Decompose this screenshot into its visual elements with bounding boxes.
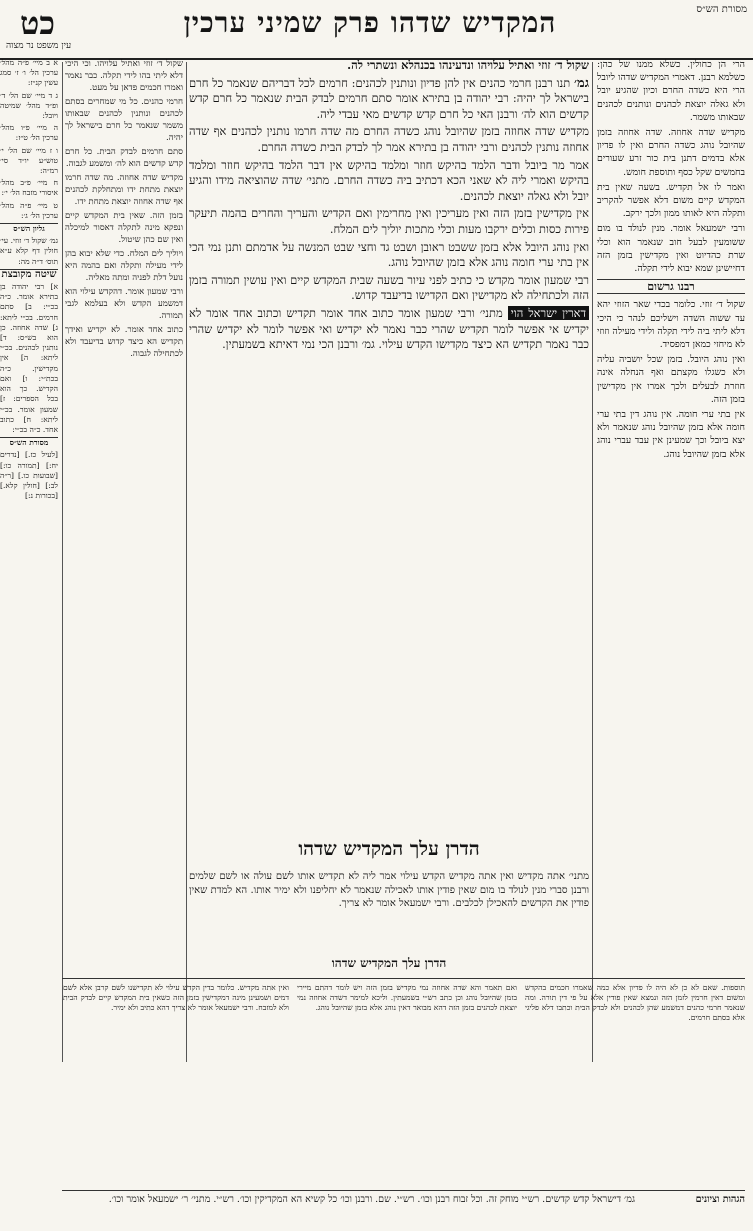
commentary-paragraph: מקדיש שדה אחוזה. שדה אחוזה בזמן שהיובל נוהג כשדה החרם ואין לו פדיון אלא בדמים דתנן בית כור זרע שעורים בחמשים שקל כסף ותוספת חומש.	[597, 127, 745, 178]
column-divider	[592, 62, 593, 1062]
footer-column: תוספות. שאם לא כן לא היה לו פדיון אלא כמה שאמרו חכמים בהקדש ומשום דאין חרמין לזמן הזה ונמצא שאין פודין אלא על פי דין תורה. ומה שנאמר חרמי כהנים דמשמע שהן לכהנים ולא לבדק הבית וכתבו דלא פליגי אלא בסתם חרמים.	[525, 983, 745, 1022]
reference-entry: ו ז מיי׳ שם הל׳ י׳ טוש״ע יו״ד סי׳ רמ״ה:	[0, 145, 58, 176]
highlighted-phrase: דארין ישראל הוי	[508, 306, 589, 320]
reference-entry: גמ׳ שקול ד׳ זוזי. עי׳ חולין דף קלא ע״א תוס׳ ד״ה מה:	[0, 236, 58, 266]
reference-entry: ה מיי׳ פ״ו מהל׳ ערכין הל׳ ט״ז:	[0, 123, 58, 143]
masoret-heading: מסורת הש״ס	[0, 437, 58, 448]
rashi-paragraph: ויוליך לים המלח. כדי שלא יבוא בהן לידי מעילה ותקלה ואם בהמה היא נועל דלת לפניה ומתה מאליה.	[65, 249, 183, 283]
rashi-paragraph: ורבי שמעון אומר. דהקדש עילוי הוא דמשמע הקדש ולא בעלמא לגבי תמורה.	[65, 287, 183, 321]
gemara-paragraph: אין מקדישין בזמן הזה ואין מעריכין ואין מחרימין ואם הקדיש והעריך והחרים בהמה תיעקר פירות כסות וכלים ירקבו מעות וכלי מתכות יוליך לים המלח.	[189, 206, 589, 236]
rashi-paragraph: מקדיש שדה אחוזה. מה שדה חרמו יוצאת מתחת ידו ומתחלקת לכהנים אף שדה אחוזה יוצאת מתחת ידו.	[65, 173, 183, 207]
page-header	[0, 0, 753, 60]
footer-commentary	[62, 978, 745, 1184]
mishnah-block: מתני׳ אתה מקדיש ואין אתה מקדיש הקדש עילוי אמר ליה לא תקדיש אותו לשם עולה או לשם שלמים ורבנן סברי מנין לנולד בו מום שאין פודין אותו לאכילה שנאמר לא יחליפנו ולא ימיר אותו. הא למדת שאין פודין את הקדשים להאכילן לכלבים. ורבי ישמעאל אומר לא צריך.	[189, 871, 589, 910]
gemara-paragraph: רבי שמעון אומר מקדש כי כתיב לפני עיור בשעה שבית המקדש קיים ואין עושין תמורה בזמן הזה ולכתחילה לא מקדישין ואם הקדישו בדיעבד קדוש.	[189, 272, 589, 303]
hagahot-text: גמ׳ דישראל קדש קדשים. רש״י מוחק זה. וכל זבוח רבנן וכו׳. רש״י. שם. ורבנן וכו׳ כל קשיא הא המקדיקין וכו׳. רש״י. מתני׳ ר׳ ישמעאל אומר וכו׳.	[108, 1194, 635, 1205]
commentary-paragraph: ואין נוהג היובל. בזמן שכל יושביה עליה ולא כשגלו מקצתם ואף הנחלה אינה חוזרת לבעלים ולכך אמרו אין מקדישין בזמן הזה.	[597, 354, 745, 405]
gemara-paragraph	[189, 76, 589, 123]
reference-entry: א] רבי יהודה בן בתירא אומר. כ״ה בכ״י: ב] סתם חרמים. בכ״י ליתא: ג] שדה אחוזה. כן הוא בש״ס: ד] נותנין לכהנים. בכ״י ליתא: ה] אין מקדישין. כ״ה בכת״י: ו] ואם הקדיש. כך הוא בכל הספרים: ז] שמעון אומר. בכ״י ליתא: ח] כתוב אחד. כ״ה בכ״י:	[0, 282, 58, 434]
ein-mishpat-label: עין משפט נר מצוה	[6, 41, 72, 51]
gemara-column	[189, 58, 589, 828]
footer-column: ואין אתה מקדיש. כלומר בדין הקדש עילוי לא תקדישנו לשם קרבן אלא לשם דמים ושמעינן מינה דמקדישין בזמן הזה כשאין בית המקדש קיים לבדק הבית ולא למזבח. ורבי ישמעאל אומר לא צריך דהא כתיב ולא ימיר.	[63, 983, 289, 1012]
gemara-text: תנו רבנן חרמי כהנים אין להן פדיון ונותנין לכהנים: חרמים לכל דבריהם שנאמר כל חרם בישראל לך יהיה: רבי יהודה בן בתירא אומר סתם חרמים לבדק הבית שנאמר כל חרם קדש קדשים הוא לה׳ ורבנן האי כל חרם קדש קדשים מאי עבדי ליה.	[189, 75, 589, 121]
commentary-column-right	[597, 58, 745, 1068]
hadran-subtitle: הדרן עלך המקדיש שדהו	[331, 956, 447, 970]
gemara-paragraph: מקדיש שדה אחוזה בזמן שהיובל נוהג כשדה החרם מה שדה חרמו נותנין לכהנים אף שדה אחוזה נותנין לכהנים ורבי יהודה בן בתירא אמר לך לבדק הבית כשדה החרם.	[189, 124, 589, 154]
commentary-paragraph: ורבי ישמעאל אומר. מנין לנולד בו מום ששומעין לבעל חוב שנאמר הוא וכלי שרת כהדיוט ואין מקדישין בזמן הזה דחיישינן שמא יבוא לידי תקלה.	[597, 223, 745, 275]
column-divider	[186, 62, 187, 1062]
rashi-column	[65, 58, 183, 1068]
footer-column: ואם תאמר והא שדה אחוזה נמי מקדיש בזמן הזה ויש לומר דהתם מיירי בזמן שהיובל נוהג וכן כתב רש״י בשמעתין. וליכא למימר דשדה אחוזה נמי יוצאת לכהנים בזמן הזה דהא מבואר דאין נוהג אלא בזמן שהיובל נוהג.	[297, 983, 517, 1012]
opening-line	[189, 58, 589, 74]
reference-entry: ג ד מיי׳ שם הל׳ ד׳ ופ״ד מהל׳ שמיטה ויובל:	[0, 90, 58, 121]
rashi-paragraph: כתוב אחד אומר. לא יקדיש ואידך תקדיש הא כיצד קדוש בדיעבד ולא לכתחילה לגבוה.	[65, 325, 183, 359]
rashi-paragraph: שקול ד׳ זוזי ואתיל עלויהו. וכי היכי דלא ליתי בהו לידי תקלה. כבר נאמר ואמרו חכמים פדאן על מעט.	[65, 59, 183, 93]
rashi-paragraph: בזמן הזה. שאין בית המקדש קיים ונפקא מינה לתקלה דאסור למיכלה ואין שם כהן שיטול.	[65, 211, 183, 245]
gilyon-hashas-heading: גליון הש״ס	[0, 223, 58, 234]
hadran-title: הדרן עלך המקדיש שדהו	[298, 838, 480, 860]
masoret-hashas-label: מסורת הש״ס	[696, 4, 747, 15]
gemara-paragraph: ואין נוהג היובל אלא בזמן ששבט ראובן ושבט גד וחצי שבט המנשה על אדמתם ותנן נמי הכי אין בתי ערי חומה נוהג אלא בזמן שהיובל נוהג.	[189, 239, 589, 270]
page-number: כט	[20, 4, 55, 42]
running-title: המקדיש שדהו פרק שמיני ערכין	[183, 6, 557, 39]
gemara-paragraph	[189, 306, 589, 353]
commentary-paragraph: הרי הן כחולין. כשלא ממנו של כהן: כשלמא רבנן. דאמרי המקדיש שדהו ליובל הרי היא כשדה החרם וכיון שהגיע יובל ולא גאלה יוצאת לכהנים ונותנים לכהנים שבאותו משמר.	[597, 59, 745, 123]
hagahot-bar	[62, 1190, 745, 1223]
rashi-paragraph: סתם חרמים לבדק הבית. כל חרם קדש קדשים הוא לה׳ ומשמע לגבוה.	[65, 147, 183, 169]
reference-entry: ח מיי׳ פ״ב מהל׳ איסורי מזבח הל׳ י׳:	[0, 178, 58, 198]
commentary-paragraph: שקול ד׳ זוזי. כלומר בכדי שאר הזוזי יהא עד ששוה השדה וישליכם לנהר כי היכי דלא ליתי ביה לידי תקלה ולידי מעילה וזוזי לא מיחזי כמאן דמפסיד.	[597, 299, 745, 351]
column-divider	[62, 62, 63, 1062]
closing-text: מתני׳ ורבי שמעון אומר כתוב אחד אומר תקדיש וכתוב אחד אומר לא יקדיש אי אפשר לומר תקדיש שהרי כבר נאמר לא יקדיש ואי אפשר לומר לא יקדיש שהרי כבר נאמר תקדיש הא כיצד מקדישו הקדש עילוי. גמ׳ ורבנן הכי נמי דאיתא בשמעתין.	[189, 305, 589, 352]
reference-entry: א ב מיי׳ פ״ה מהל׳ ערכין הל׳ ו׳ ז׳ סמג עשין קנ״ז:	[0, 58, 58, 88]
gemara-label: גמ׳	[573, 75, 589, 91]
commentary-paragraph: אין בתי ערי חומה. אין נוהג דין בתי ערי חומה אלא בזמן שהיובל נוהג שנאמר ולא יצא ביובל וכך שמעינן אין עבד עברי נוהג אלא בזמן שהיובל נוהג.	[597, 409, 745, 460]
shita-mekubetzet-heading: שיטה מקובצת	[1, 268, 57, 280]
reference-entry: ט מיי׳ פ״ה מהל׳ ערכין הל׳ ג׳:	[0, 200, 58, 220]
rabbenu-gershom-heading: רבנו גרשום	[597, 279, 745, 294]
opening-text: שקול ד׳ זוזי ואתיל עלויהו ונדעינהו בכנהלא ונשתרי לה.	[347, 58, 589, 72]
rashi-paragraph: חרמי כהנים. כל מי שמחרים בסתם לכהנים ונותנין לכהנים שבאותו משמר שנאמר כל חרם בישראל לך יהיה.	[65, 97, 183, 143]
reference-entry: [לעיל כז.] [נדרים יח:] [תמורה כו:] [שבועות כו.] [ר״ה לב:] [חולין קלא.] [בכורות נ:]	[0, 450, 58, 501]
marginal-references	[0, 58, 58, 1068]
gemara-paragraph: אמר מר ביובל ודבר הלמד בהיקש חוזר ומלמד בהיקש אין דבר הלמד בהיקש חוזר ומלמד בהיקש ואמרי ליה לא שאני הכא דכתיב ביה כשדה החרם. מתני׳ שדה שהוציאה מידו והגיע יובל ולא גאלה יוצאת לכהנים.	[189, 157, 589, 203]
hagahot-label: הגהות וציונים	[695, 1194, 745, 1205]
commentary-paragraph: ואמר לו אל תקדיש. בשעה שאין בית המקדש קיים משום דלא אפשר להקריב ותקלה היא לאותו ממון ולכך ירקב.	[597, 181, 745, 220]
